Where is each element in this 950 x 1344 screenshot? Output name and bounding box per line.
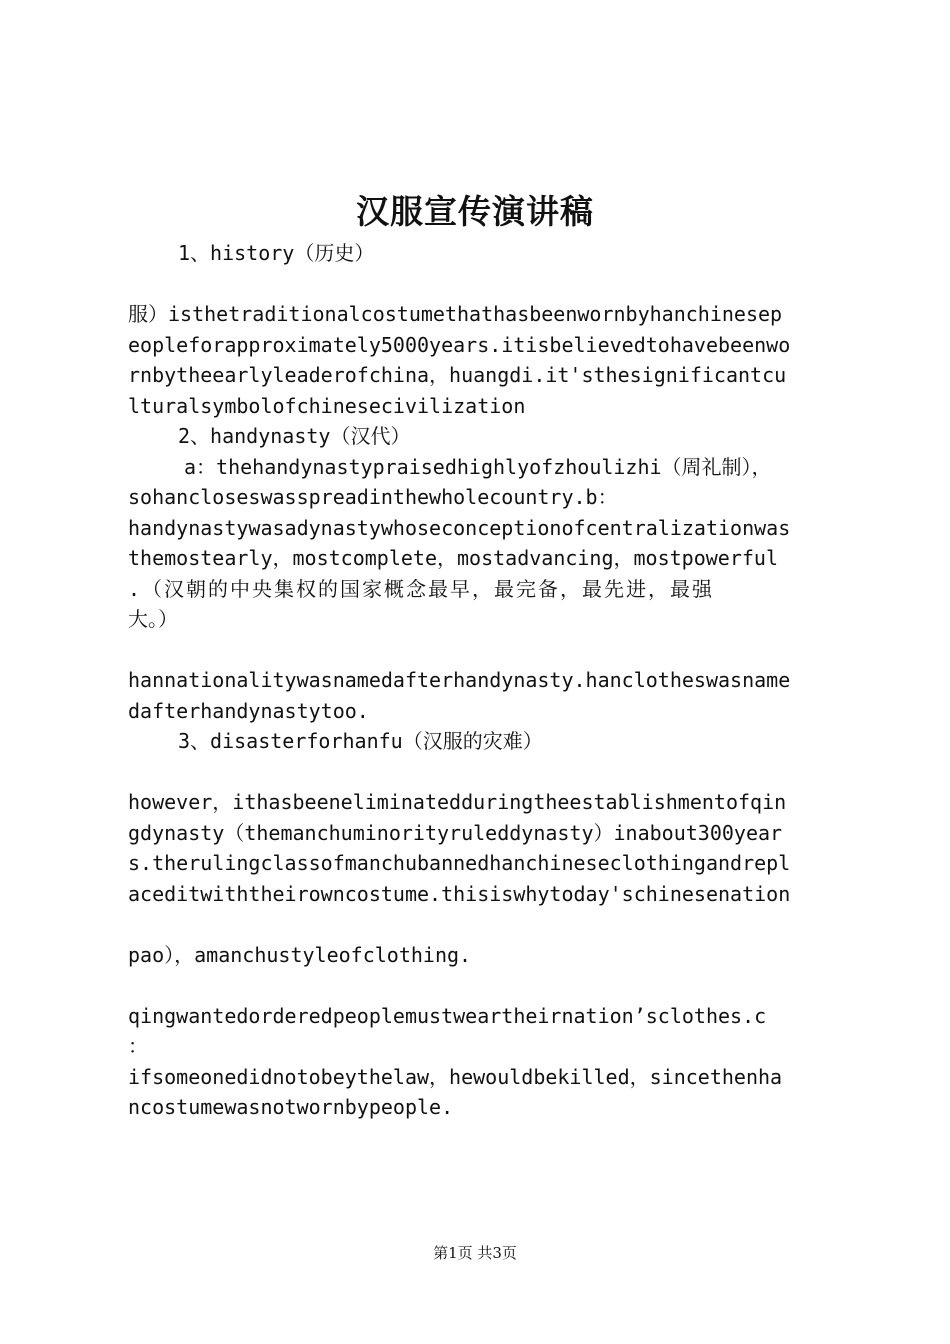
section-heading-disaster: 3、disasterforhanfu（汉服的灾难）	[178, 729, 543, 753]
text-line: qingwantedorderedpeoplemustweartheirnation’sclothes.c	[128, 1003, 767, 1028]
section-heading-zhongyi	[128, 1123, 832, 1154]
text-line: .（汉朝的中央集权的国家概念最早，最完备，最先进，最强	[128, 576, 715, 601]
text-line: 大。）	[128, 607, 178, 631]
text-line: however，ithasbeeneliminatedduringtheestablishmentofqin	[128, 790, 787, 814]
text-line: aceditwiththeirowncostume.thisiswhytoday'schinesenation	[128, 881, 791, 906]
text-line: s.therulingclassofmanchubannedhanchineseclothingandrepl	[128, 851, 791, 875]
text-line: handynastywasadynastywhoseconceptionofcentralizationwas	[128, 515, 791, 540]
text-line	[128, 970, 832, 1001]
text-line: sohancloseswasspreadinthewholecountry.b：	[128, 485, 618, 509]
text-line: ifsomeonedidnotobeythelaw，hewouldbekilled，sincethenha	[128, 1064, 783, 1089]
text-line	[128, 269, 832, 300]
text-line: ：	[128, 1034, 148, 1058]
document-body	[128, 238, 832, 1184]
text-line: pao），amanchustyleofclothing.	[128, 942, 472, 967]
text-line: dafterhandynastytoo.	[128, 698, 369, 723]
text-line	[128, 1153, 832, 1184]
document-title: 汉服宣传演讲稿	[356, 192, 594, 231]
text-line: hannationalitywasnamedafterhandynasty.hanclotheswasname	[128, 668, 791, 692]
section-heading-history: 1、history（历史）	[178, 241, 375, 265]
text-line: gdynasty（themanchuminorityruleddynasty）inabout300year	[128, 820, 783, 845]
text-line	[128, 757, 832, 788]
text-line: lturalsymbolofchinesecivilization	[128, 393, 526, 418]
text-line: themostearly，mostcomplete，mostadvancing，mostpowerful	[128, 546, 779, 570]
text-line: ncostumewasnotwornbypeople.	[128, 1095, 454, 1119]
text-line	[128, 909, 832, 940]
text-line: 服）isthetraditionalcostumethathasbeenwornbyhanchinesep	[128, 302, 783, 326]
text-line: eopleforapproximately5000years.itisbelievedtohavebeenwo	[128, 332, 791, 357]
page-footer: 第1页 共3页	[433, 1244, 517, 1262]
text-line: rnbytheearlyleaderofchina，huangdi.it'sthesignificantcu	[128, 363, 787, 387]
text-line	[128, 635, 832, 666]
section-heading-handynasty: 2、handynasty（汉代）	[178, 424, 411, 448]
text-line: a：thehandynastypraisedhighlyofzhoulizhi（周礼制），	[184, 454, 772, 479]
